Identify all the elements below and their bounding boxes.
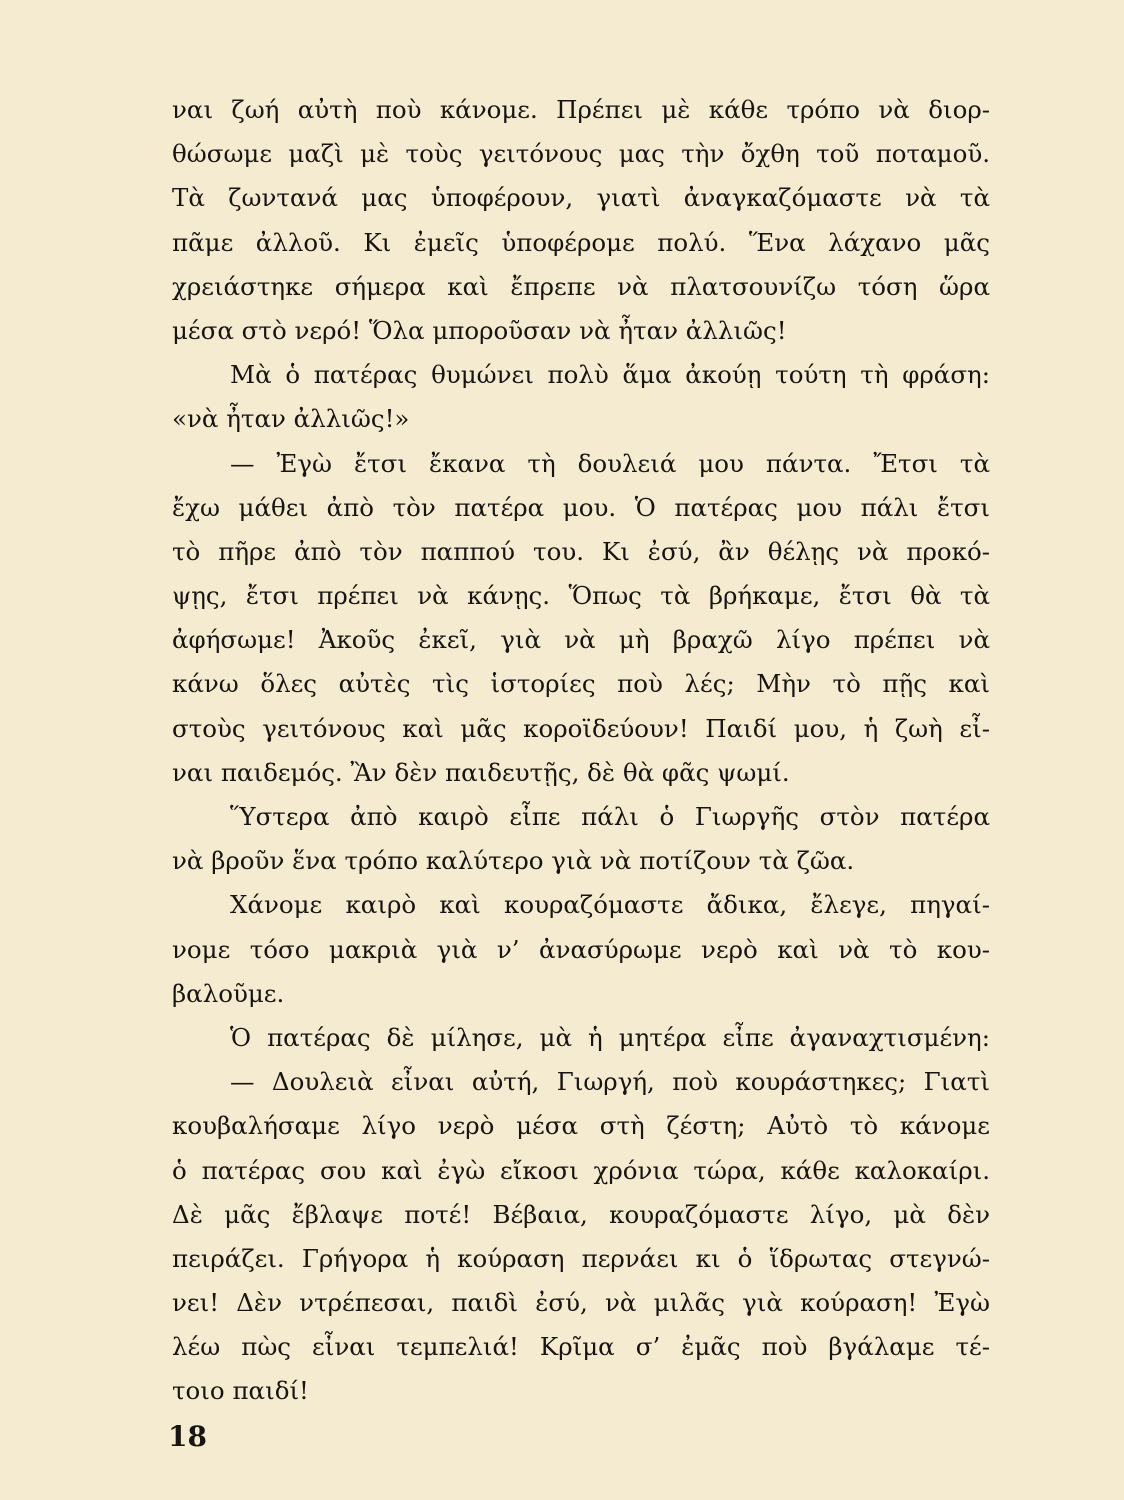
- text-line: ἔχω μάθει ἀπὸ τὸν πατέρα μου. Ὁ πατέρας μου πάλι ἔτσι: [172, 492, 990, 522]
- text-line: ναι ζωή αὐτὴ ποὺ κάνομε. Πρέπει μὲ κάθε τρόπο νὰ διορ-: [172, 95, 990, 124]
- text-line: βαλοῦμε.: [172, 978, 285, 1008]
- text-line: νὰ βροῦν ἕνα τρόπο καλύτερο γιὰ νὰ ποτίζουν τὰ ζῶα.: [172, 846, 855, 876]
- text-line: Ὕστερα ἀπὸ καιρὸ εἶπε πάλι ὁ Γιωργῆς στὸν πατέρα: [230, 802, 990, 831]
- text-line: κουβαλήσαμε λίγο νερὸ μέσα στὴ ζέστη; Αὐτὸ τὸ κάνομε: [172, 1111, 990, 1141]
- text-line: — Δουλειὰ εἶναι αὐτή, Γιωργή, ποὺ κουράστηκες; Γιατὶ: [230, 1067, 990, 1097]
- text-line: χρειάστηκε σήμερα καὶ ἔπρεπε νὰ πλατσουνίζω τόση ὥρα: [172, 271, 990, 301]
- text-line: λέω πὼς εἶναι τεμπελιά! Κρῖμα σ’ ἐμᾶς ποὺ βγάλαμε τέ-: [172, 1332, 990, 1362]
- text-line: θώσωμε μαζὶ μὲ τοὺς γειτόνους μας τὴν ὄχθη τοῦ ποταμοῦ.: [172, 139, 990, 169]
- text-line: Χάνομε καιρὸ καὶ κουραζόμαστε ἄδικα, ἔλεγε, πηγαί-: [230, 890, 990, 920]
- text-line: ὁ πατέρας σου καὶ ἐγὼ εἴκοσι χρόνια τώρα, κάθε καλοκαίρι.: [172, 1155, 990, 1185]
- body-text: [172, 88, 990, 1414]
- text-line: τοιο παιδί!: [172, 1376, 309, 1406]
- text-line: «νὰ ἦταν ἀλλιῶς!»: [172, 404, 410, 434]
- text-line: Μὰ ὁ πατέρας θυμώνει πολὺ ἅμα ἀκούῃ τούτη τὴ φράση:: [230, 360, 990, 390]
- text-line: ψῃς, ἔτσι πρέπει νὰ κάνῃς. Ὅπως τὰ βρήκαμε, ἔτσι θὰ τὰ: [172, 581, 990, 611]
- text-line: — Ἐγὼ ἔτσι ἔκανα τὴ δουλειά μου πάντα. Ἔτσι τὰ: [230, 448, 990, 478]
- text-line: τὸ πῆρε ἀπὸ τὸν παππού του. Κι ἐσύ, ἂν θέλῃς νὰ προκό-: [172, 536, 990, 566]
- text-line: μέσα στὸ νερό! Ὅλα μποροῦσαν νὰ ἦταν ἀλλιῶς!: [172, 315, 787, 345]
- text-line: Ὁ πατέρας δὲ μίλησε, μὰ ἡ μητέρα εἶπε ἀγαναχτισμένη:: [230, 1022, 990, 1052]
- text-line: νει! Δὲν ντρέπεσαι, παιδὶ ἐσύ, νὰ μιλᾶς γιὰ κούραση! Ἐγὼ: [172, 1288, 990, 1318]
- text-line: ναι παιδεμός. Ἂν δὲν παιδευτῇς, δὲ θὰ φᾶς ψωμί.: [172, 757, 790, 787]
- text-line: στοὺς γειτόνους καὶ μᾶς κοροϊδεύουν! Παιδί μου, ἡ ζωὴ εἶ-: [172, 713, 990, 743]
- text-line: κάνω ὅλες αὐτὲς τὶς ἱστορίες ποὺ λές; Μὴν τὸ πῇς καὶ: [172, 669, 990, 699]
- text-line: πᾶμε ἀλλοῦ. Κι ἐμεῖς ὑποφέρομε πολύ. Ἕνα λάχανο μᾶς: [172, 227, 990, 257]
- text-line: Δὲ μᾶς ἔβλαψε ποτέ! Βέβαια, κουραζόμαστε λίγο, μὰ δὲν: [172, 1199, 990, 1229]
- text-line: Τὰ ζωντανά μας ὑποφέρουν, γιατὶ ἀναγκαζόμαστε νὰ τὰ: [172, 183, 990, 213]
- text-line: ἀφήσωμε! Ἀκοῦς ἐκεῖ, γιὰ νὰ μὴ βραχῶ λίγο πρέπει νὰ: [172, 625, 990, 655]
- text-line: νομε τόσο μακριὰ γιὰ ν’ ἀνασύρωμε νερὸ καὶ νὰ τὸ κου-: [172, 934, 990, 964]
- page-number: 18: [168, 1420, 207, 1453]
- text-line: πειράζει. Γρήγορα ἡ κούραση περνάει κι ὁ ἵδρωτας στεγνώ-: [172, 1243, 990, 1273]
